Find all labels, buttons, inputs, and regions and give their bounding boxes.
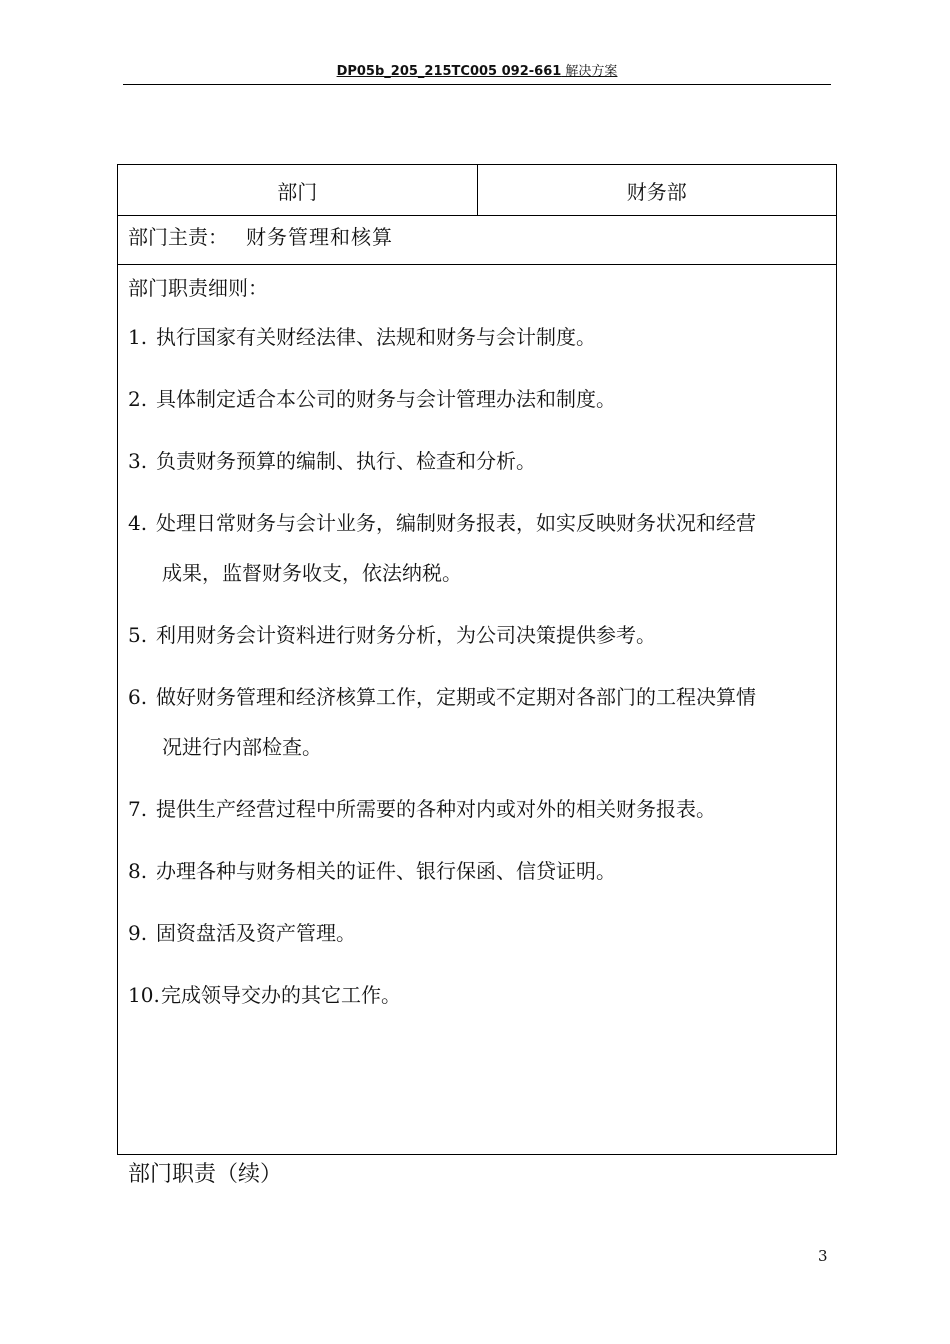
item-number: 3. [128, 449, 148, 473]
department-value-cell: 财务部 [626, 179, 687, 204]
main-responsibility-value: 财务管理和核算 [246, 225, 393, 249]
item-text: 做好财务管理和经济核算工作，定期或不定期对各部门的工程决算情 [156, 685, 756, 709]
list-item [128, 384, 828, 414]
document-header [123, 62, 831, 85]
details-title: 部门职责细则： [128, 276, 268, 300]
item-number: 5. [128, 623, 148, 647]
item-text: 利用财务会计资料进行财务分析，为公司决策提供参考。 [156, 623, 656, 647]
list-item [128, 508, 828, 598]
item-number: 10. [128, 983, 160, 1007]
page-number: 3 [818, 1247, 828, 1265]
item-text: 固资盘活及资产管理。 [156, 921, 356, 945]
item-number: 9. [128, 921, 148, 945]
list-item [128, 620, 828, 650]
item-number: 1. [128, 325, 148, 349]
item-text-continued: 成果，监督财务收支，依法纳税。 [162, 561, 462, 585]
list-item [128, 446, 828, 476]
department-label-cell: 部门 [118, 165, 478, 215]
item-text-block [156, 672, 828, 772]
list-item [128, 322, 828, 352]
item-text: 处理日常财务与会计业务，编制财务报表，如实反映财务状况和经营 [156, 511, 756, 535]
item-text: 办理各种与财务相关的证件、银行保函、信贷证明。 [156, 859, 616, 883]
document-header-suffix: 解决方案 [561, 64, 618, 79]
item-text-block [156, 498, 828, 598]
document-code: DP05b_205_215TC005 092-661 [336, 64, 562, 79]
item-text: 执行国家有关财经法律、法规和财务与会计制度。 [156, 325, 596, 349]
list-item [128, 918, 828, 948]
item-number: 7. [128, 797, 148, 821]
list-item [128, 794, 828, 824]
item-text-continued: 况进行内部检查。 [162, 735, 322, 759]
item-number: 8. [128, 859, 148, 883]
responsibility-table [117, 164, 837, 1155]
list-item [128, 682, 828, 772]
item-text: 具体制定适合本公司的财务与会计管理办法和制度。 [156, 387, 616, 411]
item-number: 6. [128, 685, 148, 709]
list-item [128, 856, 828, 886]
department-row [118, 165, 836, 216]
item-number: 2. [128, 387, 148, 411]
responsibility-details [128, 273, 828, 1042]
main-responsibility-row [118, 215, 836, 265]
continued-heading: 部门职责（续） [128, 1162, 283, 1187]
main-responsibility-label: 部门主责： [128, 225, 228, 249]
item-text: 完成领导交办的其它工作。 [161, 983, 401, 1007]
list-item [128, 980, 828, 1010]
item-text: 负责财务预算的编制、执行、检查和分析。 [156, 449, 536, 473]
item-number: 4. [128, 511, 148, 535]
item-text: 提供生产经营过程中所需要的各种对内或对外的相关财务报表。 [156, 797, 716, 821]
